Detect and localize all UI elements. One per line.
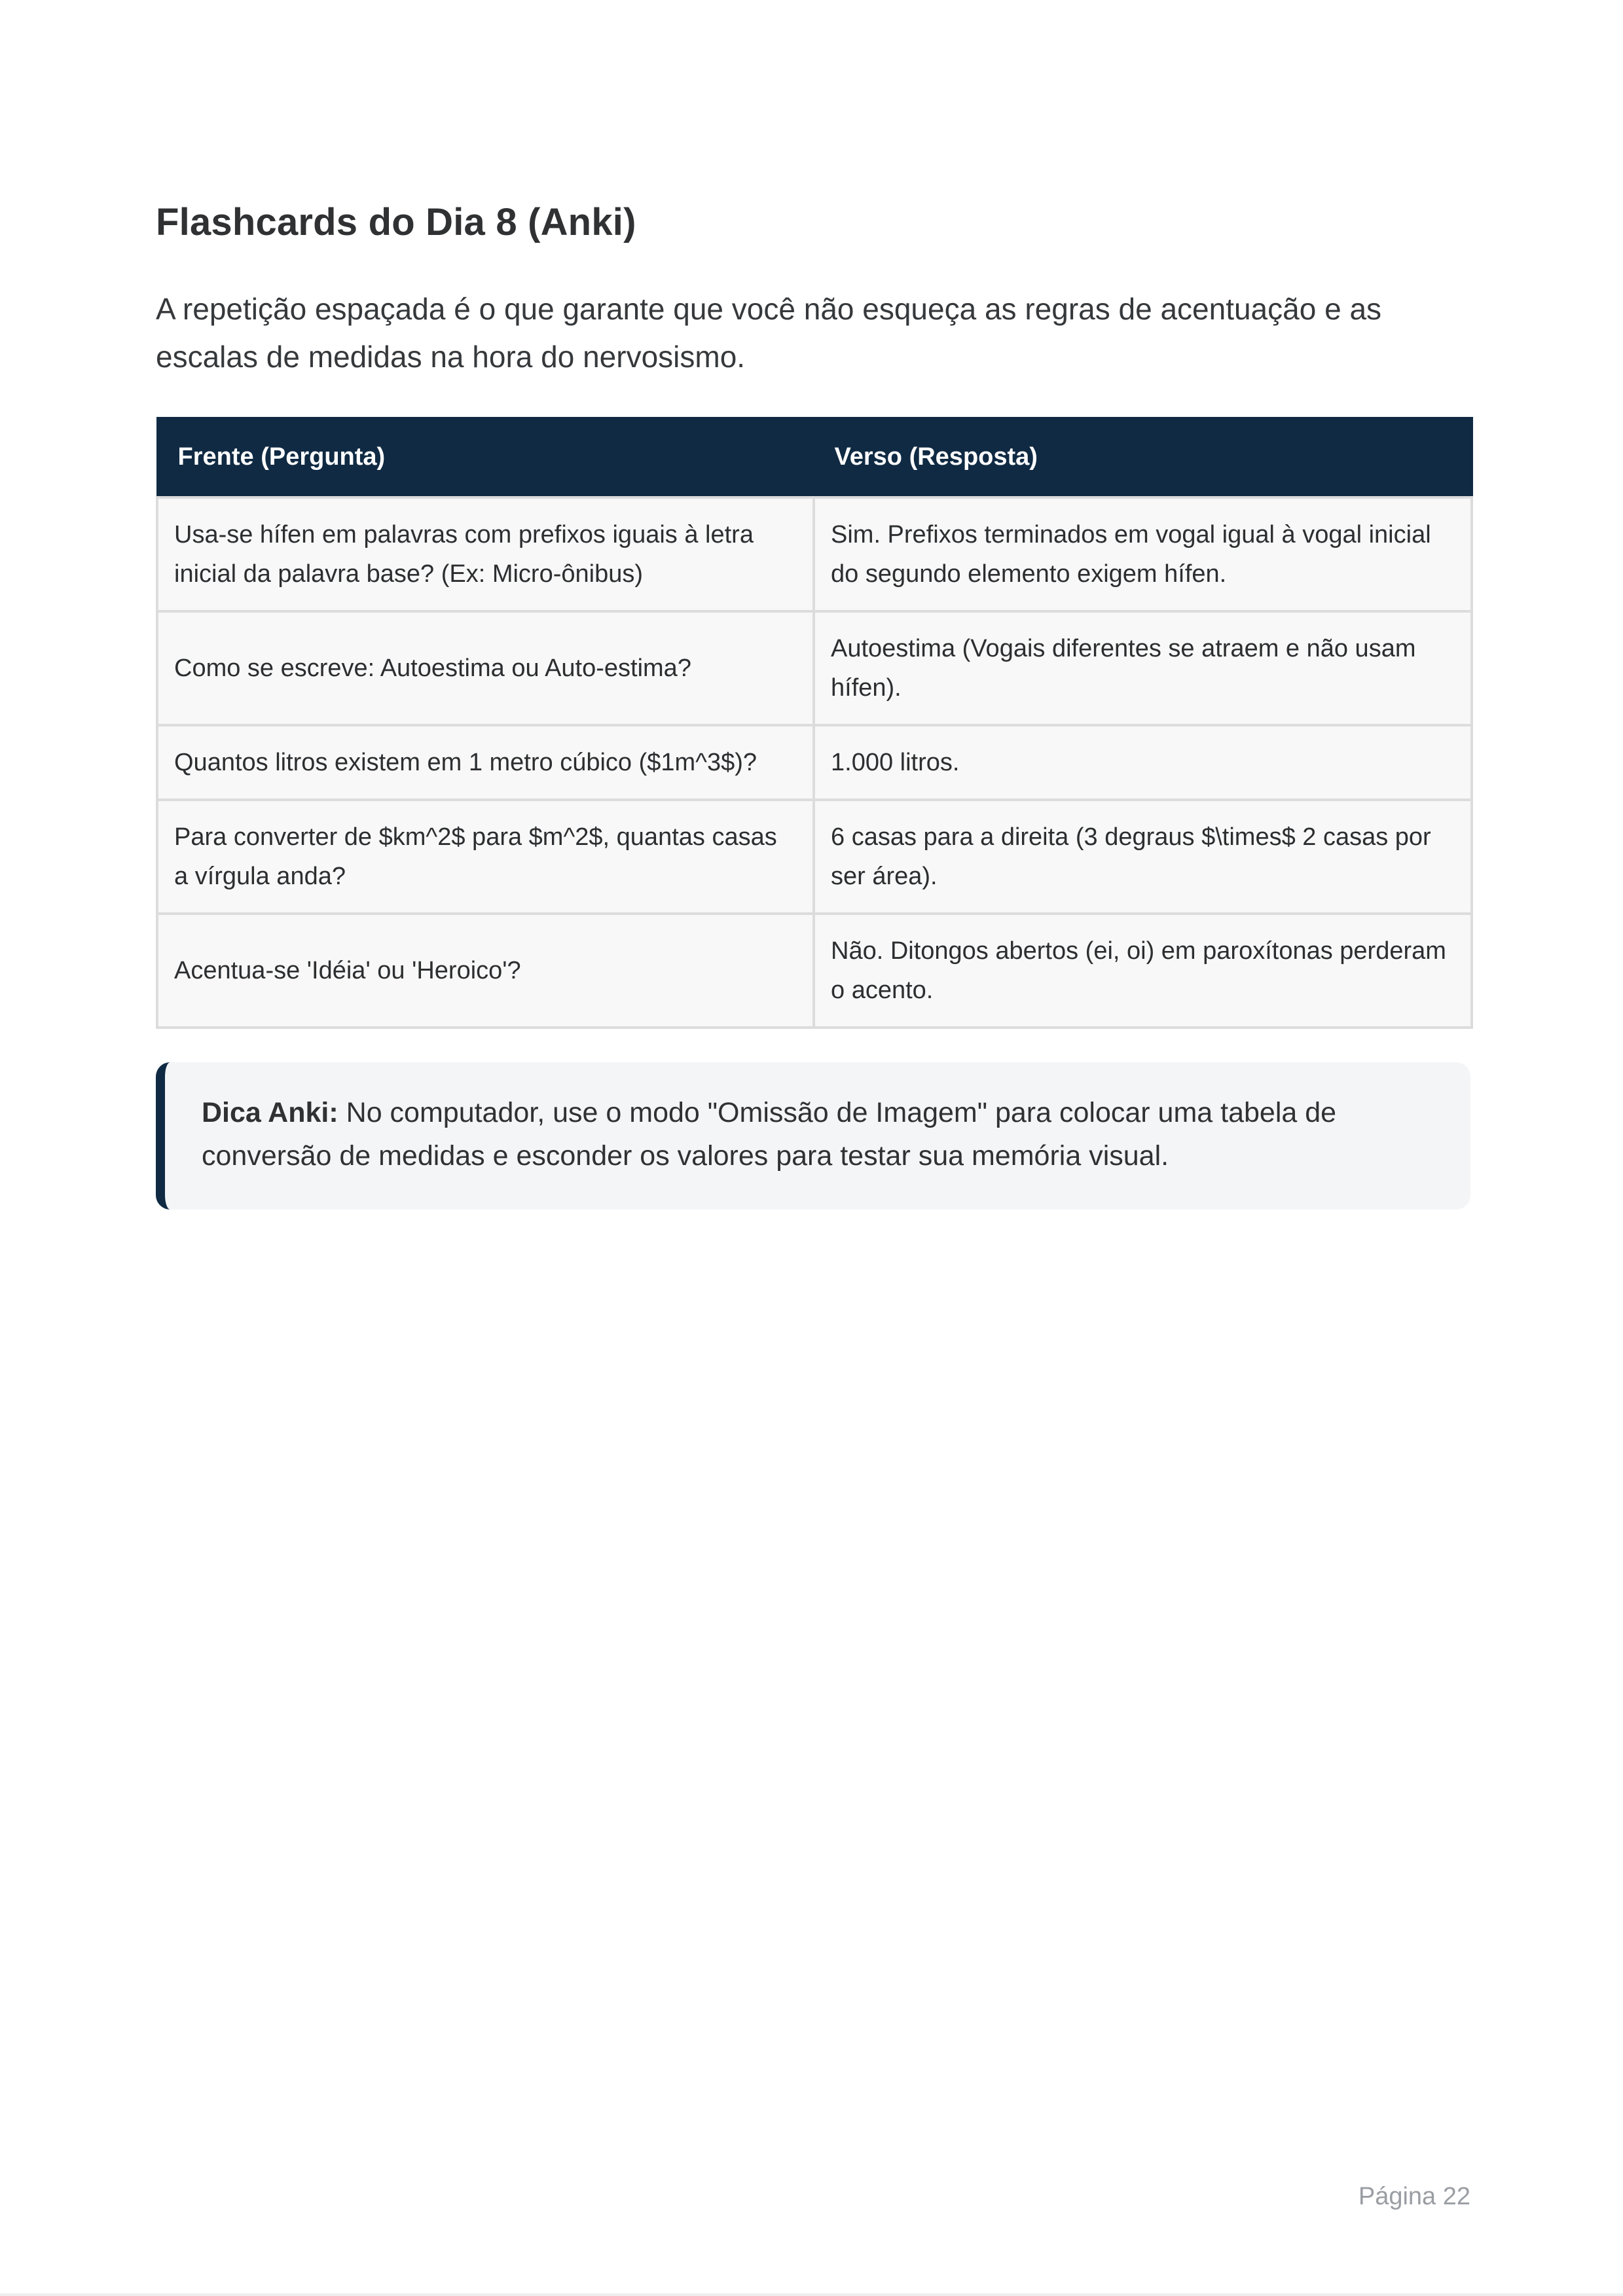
table-row — [157, 611, 1472, 725]
page-content — [156, 196, 1470, 1210]
card-front: Usa-se hífen em palavras com prefixos iguais à letra inicial da palavra base? (Ex: Micro-ônibus) — [157, 497, 814, 611]
card-back: Não. Ditongos abertos (ei, oi) em paroxítonas perderam o acento. — [814, 914, 1472, 1028]
card-front: Quantos litros existem em 1 metro cúbico ($1m^3$)? — [157, 725, 814, 800]
flashcards-table — [156, 417, 1473, 1029]
page-bottom-divider — [0, 2293, 1623, 2296]
table-row — [157, 800, 1472, 914]
page-number: Página 22 — [1358, 2183, 1470, 2210]
column-header-front: Frente (Pergunta) — [157, 418, 814, 497]
card-back: 6 casas para a direita (3 degraus $\times$ 2 casas por ser área). — [814, 800, 1472, 914]
card-front: Acentua-se 'Idéia' ou 'Heroico'? — [157, 914, 814, 1028]
card-back: 1.000 litros. — [814, 725, 1472, 800]
table-row — [157, 725, 1472, 800]
card-front: Como se escreve: Autoestima ou Auto-estima? — [157, 611, 814, 725]
table-row — [157, 497, 1472, 611]
column-header-back: Verso (Resposta) — [814, 418, 1472, 497]
card-front: Para converter de $km^2$ para $m^2$, quantas casas a vírgula anda? — [157, 800, 814, 914]
page-title: Flashcards do Dia 8 (Anki) — [156, 201, 636, 243]
intro-paragraph: A repetição espaçada é o que garante que você não esqueça as regras de acentuação e as escalas de medidas na hora do nervosismo. — [156, 292, 1382, 374]
card-back: Sim. Prefixos terminados em vogal igual à vogal inicial do segundo elemento exigem hífen. — [814, 497, 1472, 611]
tip-text: No computador, use o modo "Omissão de Imagem" para colocar uma tabela de conversão de medidas e esconder os valores para testar sua memória visual. — [202, 1096, 1337, 1172]
tip-label: Dica Anki: — [202, 1096, 338, 1128]
card-back: Autoestima (Vogais diferentes se atraem e não usam hífen). — [814, 611, 1472, 725]
table-row — [157, 914, 1472, 1028]
anki-tip-callout — [156, 1062, 1470, 1210]
table-header-row — [157, 418, 1472, 497]
